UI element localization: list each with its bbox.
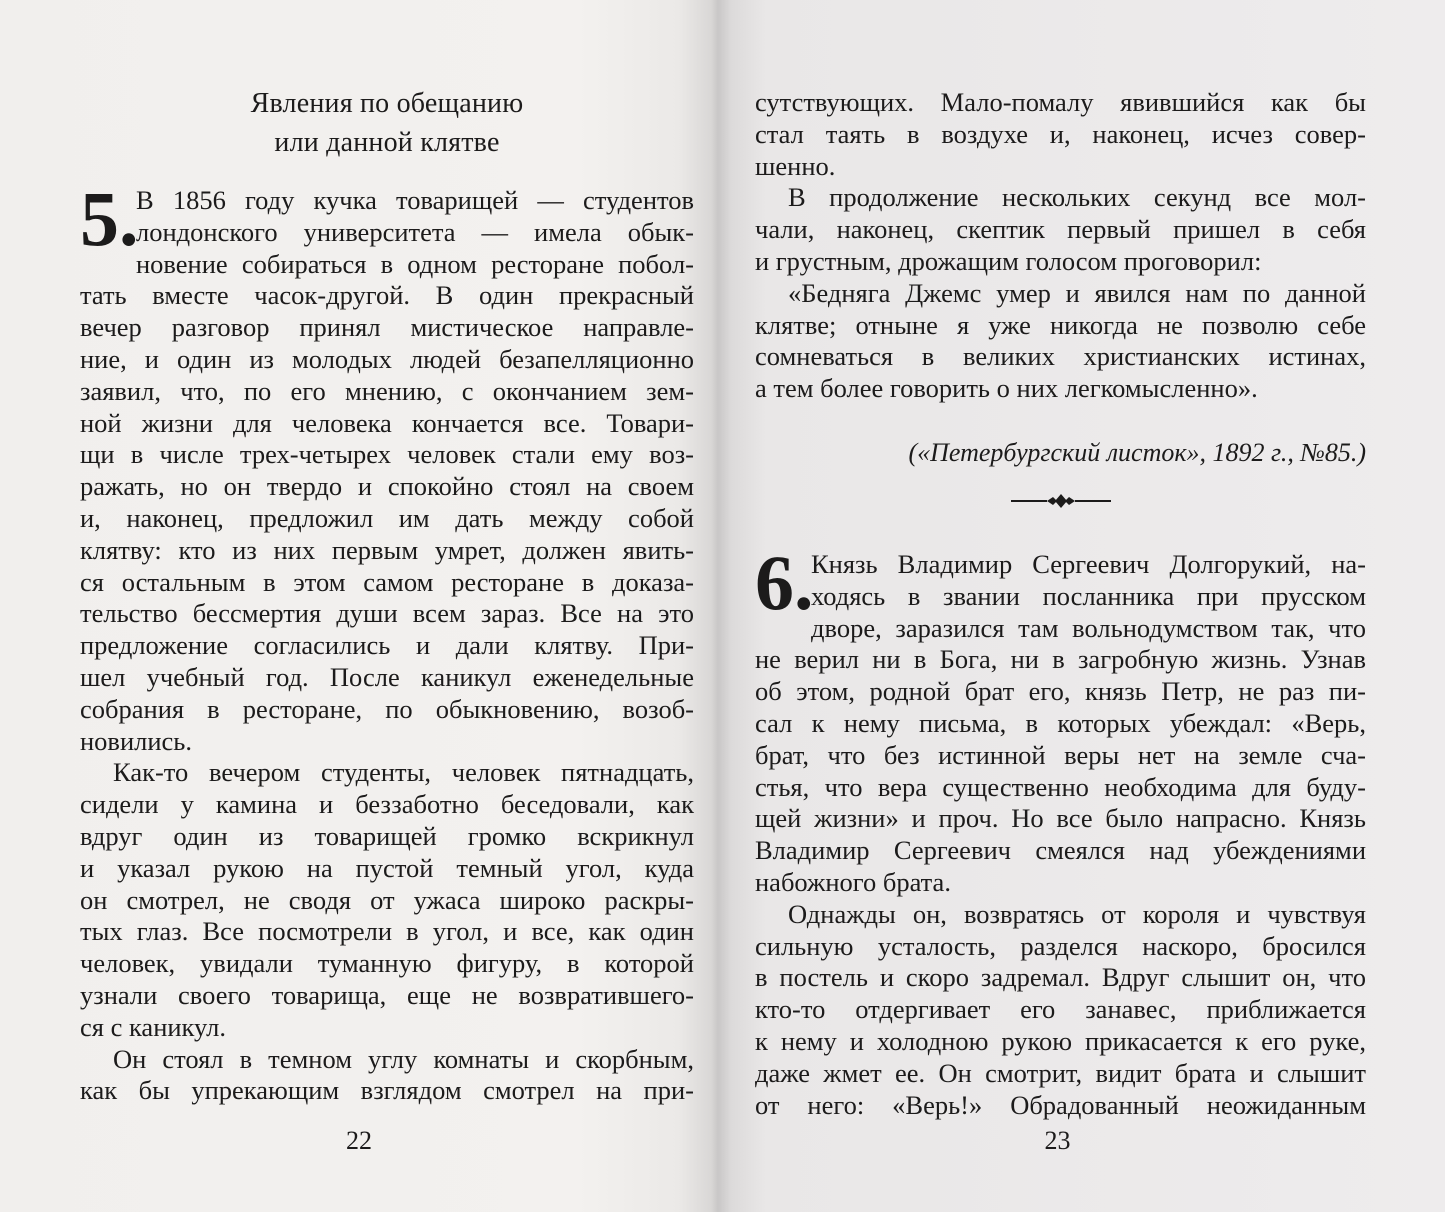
text-line: новение собираться в одном ресторане побол- [136,248,694,279]
text-line: ние, и один из молодых людей безапелляционно [80,343,694,374]
text-line: собрания в ресторане, по обыкновению, возоб- [80,693,694,724]
text-line: тать вместе часок-другой. В один прекрасный [80,280,694,311]
text-line: щи в числе трех-четырех человек стали ему воз- [80,439,694,470]
text-line: а тем более говорить о них легкомысленно». [755,373,1258,404]
text-line: в постель и скоро задремал. Вдруг слышит он, что [755,962,1366,993]
text-line: сомневаться в великих христианских истинах, [755,341,1366,372]
text-line: человек, увидали туманную фигуру, в которой [80,948,694,979]
text-line: новились. [80,725,193,756]
right-page-text-top [755,87,1366,405]
text-line: ся с каникул. [80,1011,226,1042]
text-line: тельство бессмертия души всем зараз. Все на это [80,598,694,629]
text-line: шенно. [755,150,836,181]
text-line: набожного брата. [755,866,951,897]
text-line: заявил, что, по его мнению, с окончанием зем- [80,375,694,406]
text-line: ражать, но он твердо и спокойно стоял на своем [80,471,694,502]
text-line: тых глаз. Все посмотрели в угол, и все, как один [80,916,694,947]
text-line: Он стоял в темном углу комнаты и скорбным, [113,1043,694,1074]
text-line: Владимир Сергеевич смеялся над убеждениями [755,835,1366,866]
text-line: чали, наконец, скептик первый пришел в себя [755,214,1366,245]
text-line: к нему и холодною рукою прикасается к его руке, [755,1025,1366,1056]
paragraph [755,899,1366,1122]
left-page-text [80,175,694,1107]
drop-cap-section-number: 5. [80,175,139,262]
ornament-divider-icon [1011,491,1111,511]
text-line: В продолжение нескольких секунд все мол- [788,182,1366,213]
paragraph [755,182,1366,277]
text-line: лондонского университета — имела обык- [136,216,694,247]
text-line: сутствующих. Мало-помалу явившийся как бы [755,87,1366,117]
text-line: как бы упрекающим взглядом смотрел на при- [80,1075,694,1106]
source-citation: («Петербургский листок», 1892 г., №85.) [908,437,1366,467]
text-line: сал к нему письма, в которых убеждал: «Верь, [755,707,1366,738]
text-line: вечер разговор принял мистическое направле- [80,312,694,343]
paragraph [80,757,694,1043]
text-line: Как-то вечером студенты, человек пятнадцать, [113,757,694,788]
chapter-title-line-2: или данной клятве [274,127,500,158]
paragraph [755,538,1366,899]
text-line: он смотрел, не сводя от ужаса широко раскры- [80,884,694,915]
text-line: ся остальным в этом самом ресторане в доказа- [80,566,694,597]
text-line: и, наконец, предложил им дать между собой [80,502,694,533]
text-line: не верил ни в Бога, ни в загробную жизнь. Узнав [755,644,1366,675]
text-line: вдруг один из товарищей громко вскрикнул [80,820,694,851]
text-line: клятве; отныне я уже никогда не позволю себе [755,309,1366,340]
paragraph [755,278,1366,405]
chapter-title-line-1: Явления по обещанию [250,88,524,119]
text-line: и указал рукою на пустой темный угол, куда [80,852,694,883]
text-line: В 1856 году кучка товарищей — студентов [136,185,694,215]
text-line: стья, что вера существенно необходима для буду- [755,771,1366,802]
text-line: щей жизни» и проч. Но все было напрасно. Князь [755,803,1366,834]
paragraph [80,1044,694,1108]
drop-cap-section-number: 6. [755,538,814,626]
text-line: брат, что без истинной веры нет на земле сча- [755,739,1366,770]
text-line: кто-то отдергивает его занавес, приближается [755,994,1366,1025]
chapter-title [80,84,694,162]
text-line: ходясь в звании посланника при прусском [811,580,1366,611]
text-line: и грустным, дрожащим голосом проговорил: [755,245,1262,276]
text-line: Однажды он, возвратясь от короля и чувствуя [788,898,1366,929]
page-number: 22 [346,1126,372,1155]
paragraph [80,175,694,757]
text-line: даже жмет ее. Он смотрит, видит брата и слышит [755,1057,1366,1088]
text-line: стал таять в воздухе и, наконец, исчез совер- [755,118,1366,149]
text-line: сильную усталость, разделся наскоро, бросился [755,930,1366,961]
page-number: 23 [1044,1126,1071,1155]
text-line: сидели у камина и беззаботно беседовали, как [80,789,694,820]
text-line: предложение согласились и дали клятву. При- [80,630,694,661]
text-line: ной жизни для человека кончается все. Товари- [80,407,694,438]
text-line: от него: «Верь!» Обрадованный неожиданным [755,1089,1366,1120]
right-page-text-bottom [755,538,1366,1121]
text-line: клятву: кто из них первым умрет, должен явить- [80,534,694,565]
left-page [80,0,694,1212]
text-line: узнали своего товарища, еще не возвратившего- [80,979,694,1010]
text-line: Князь Владимир Сергеевич Долгорукий, на- [811,548,1366,579]
right-page [755,0,1366,1212]
paragraph [755,87,1366,182]
text-line: шел учебный год. После каникул еженедельные [80,661,694,692]
text-line: «Бедняга Джемс умер и явился нам по данной [788,277,1366,308]
text-line: дворе, заразился там вольнодумством так, что [811,612,1366,643]
text-line: об этом, родной брат его, князь Петр, не раз пи- [755,676,1366,707]
